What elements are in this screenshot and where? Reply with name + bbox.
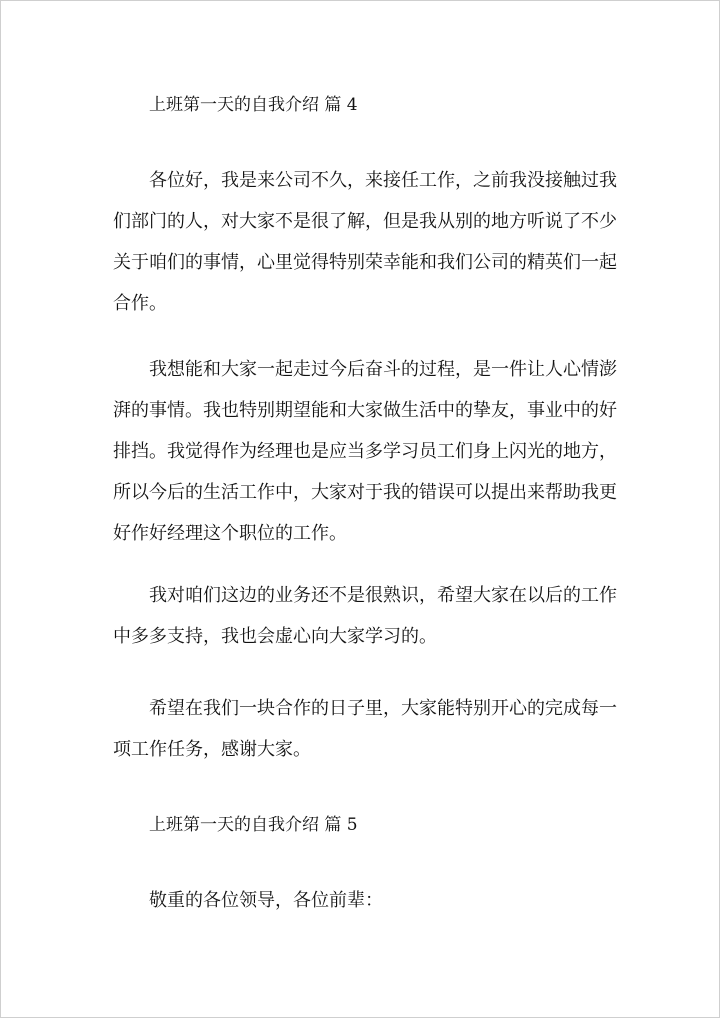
section-4-heading: 上班第一天的自我介绍 篇 4 (149, 95, 358, 115)
section-4-paragraph-4: 希望在我们一块合作的日子里，大家能特别开心的完成每一项工作任务，感谢大家。 (113, 698, 617, 760)
section-5-paragraph-1: 敬重的各位领导，各位前辈： (149, 890, 383, 911)
section-5-heading: 上班第一天的自我介绍 篇 5 (149, 815, 358, 835)
section-4-paragraph-1: 各位好，我是来公司不久，来接任工作，之前我没接触过我们部门的人，对大家不是很了解，但是我从别的地方听说了不少关于咱们的事情，心里觉得特别荣幸能和我们公司的精英们一起合作。 (113, 170, 617, 314)
section-4-paragraph-2: 我想能和大家一起走过今后奋斗的过程，是一件让人心情澎湃的事情。我也特别期望能和大家做生活中的挚友，事业中的好排挡。我觉得作为经理也是应当多学习员工们身上闪光的地方，所以今后的生活工作中，大家对于我的错误可以提出来帮助我更好作好经理这个职位的工作。 (113, 359, 617, 544)
section-4-paragraph-3: 我对咱们这边的业务还不是很熟识，希望大家在以后的工作中多多支持，我也会虚心向大家学习的。 (113, 585, 617, 647)
